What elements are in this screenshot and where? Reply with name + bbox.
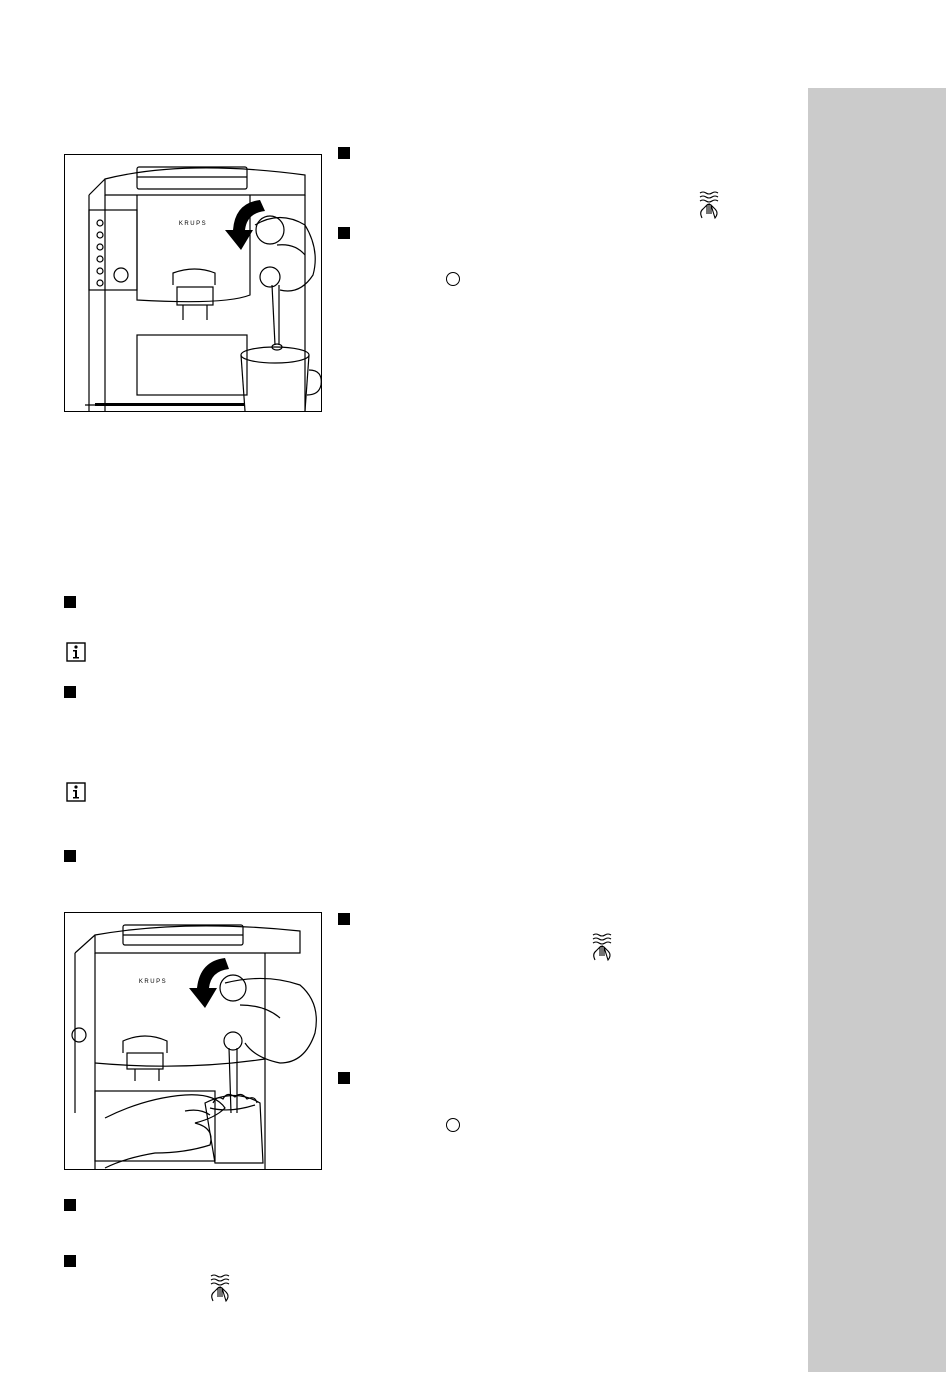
square-bullet-icon xyxy=(64,850,76,862)
square-bullet-icon xyxy=(338,913,350,925)
circle-icon xyxy=(446,1118,460,1132)
brand-label: KRUPS xyxy=(178,221,208,227)
steam-icon xyxy=(209,1273,231,1303)
square-bullet-icon xyxy=(338,227,350,239)
circle-icon xyxy=(446,272,460,286)
info-icon xyxy=(66,782,86,802)
steam-icon xyxy=(698,190,720,220)
side-tab xyxy=(808,88,946,1372)
square-bullet-icon xyxy=(64,1255,76,1267)
illustration-machine-jug xyxy=(65,913,321,1169)
square-bullet-icon xyxy=(338,147,350,159)
square-bullet-icon xyxy=(64,596,76,608)
square-bullet-icon xyxy=(64,686,76,698)
illustration-machine-cup xyxy=(65,155,321,411)
brand-label: KRUPS xyxy=(138,979,168,985)
info-icon xyxy=(66,642,86,662)
figure-steam-cup xyxy=(64,154,322,412)
figure-steam-jug xyxy=(64,912,322,1170)
steam-icon xyxy=(591,932,613,962)
square-bullet-icon xyxy=(64,1199,76,1211)
square-bullet-icon xyxy=(338,1072,350,1084)
